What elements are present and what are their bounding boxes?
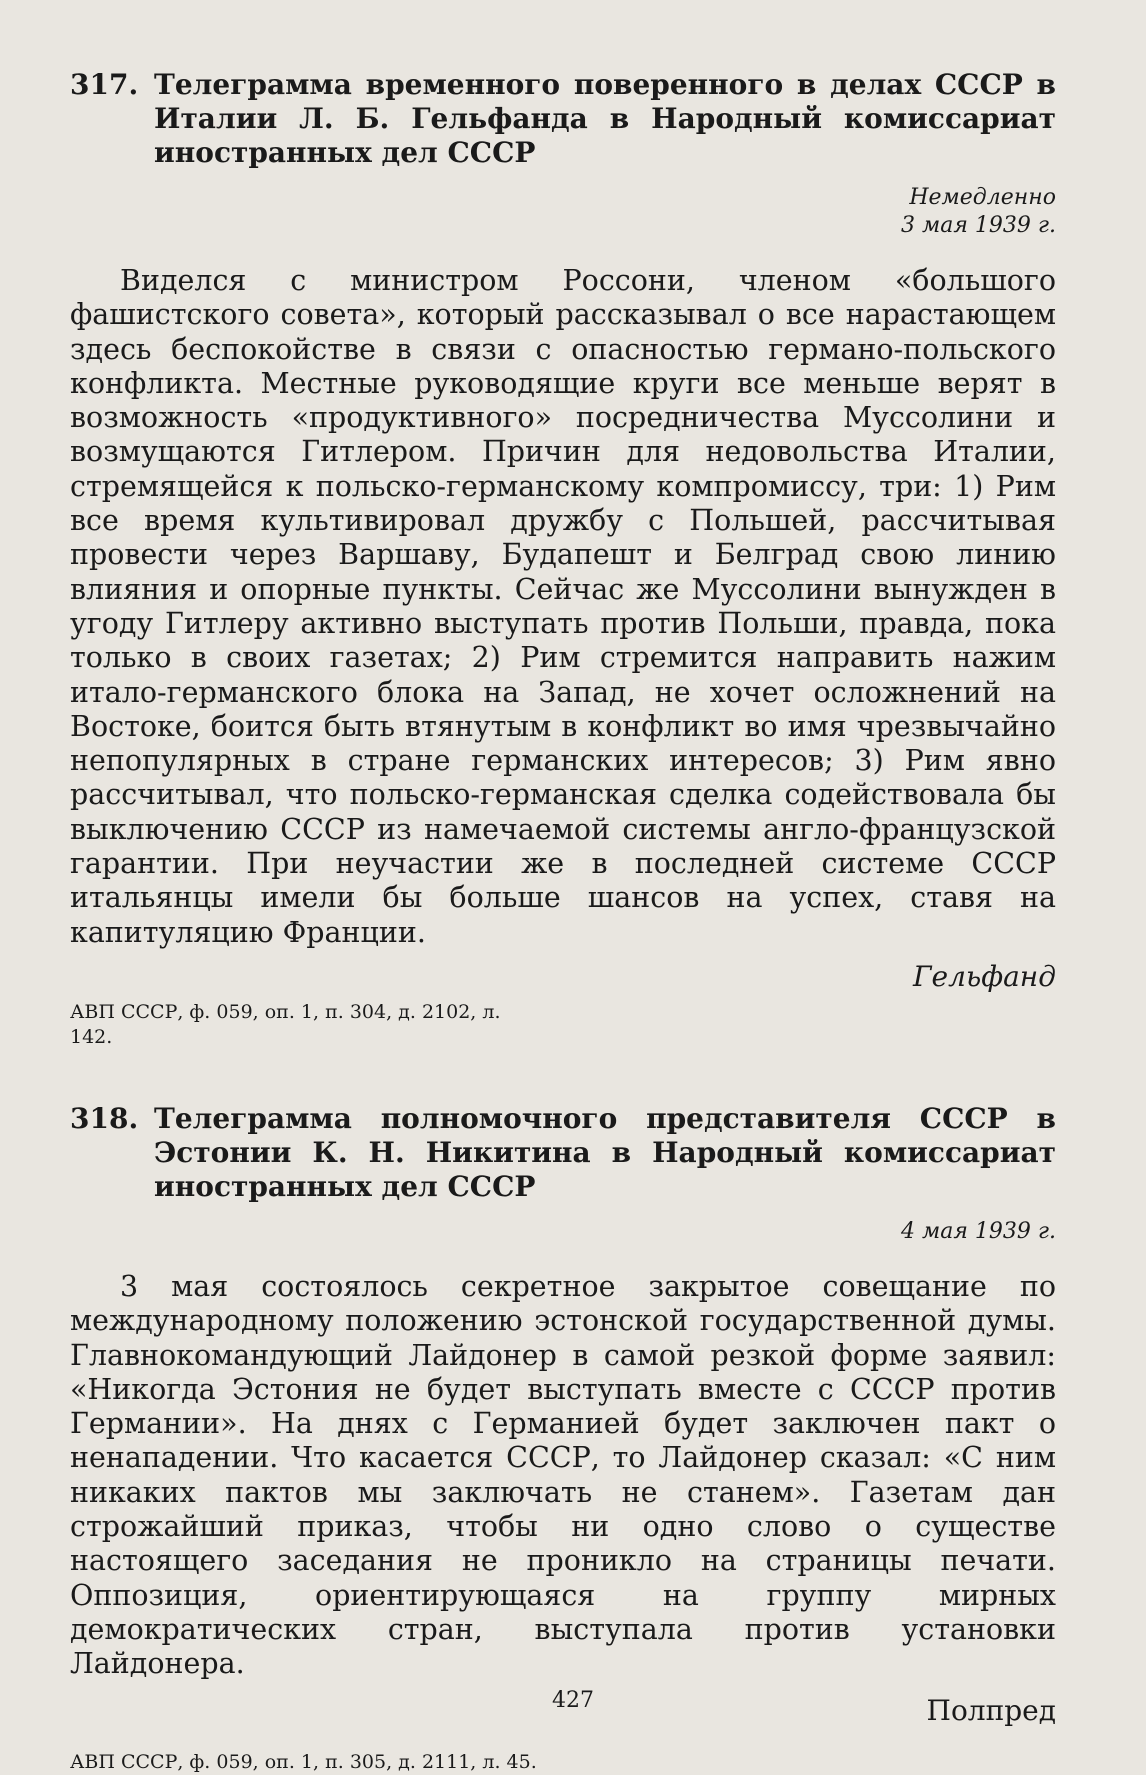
doc-317-heading — [70, 68, 1056, 170]
doc-317-body: Виделся с министром Россони, членом «большого фашистского совета», который рассказывал о все нарастающем здесь беспокойстве в связи с опасностью германо-польского конфликта. Местные руководящие круги все меньше верят в возможность «продуктивного» посредничества Муссолини и возмущаются Гитлером. Причин для недовольства Италии, стремящейся к польско-германскому компромиссу, три: 1) Рим все время культивировал дружбу с Польшей, рассчитывая провести через Варшаву, Будапешт и Белград свою линию влияния и опорные пункты. Сейчас же Муссолини вынужден в угоду Гитлеру активно выступать против Польши, правда, пока только в своих газетах; 2) Рим стремится направить нажим итало-германского блока на Запад, не хочет осложнений на Востоке, боится быть втянутым в конфликт во имя чрезвычайно непопулярных в стране германских интересов; 3) Рим явно рассчитывал, что польско-германская сделка содействовала бы выключению СССР из намечаемой системы англо-французской гарантии. При неучастии же в последней системе СССР итальянцы имели бы больше шансов на успех, ставя на капитуляцию Франции. — [70, 264, 1056, 949]
doc-317-signature: Гельфанд — [913, 959, 1056, 993]
doc-317-archive-ref: АВП СССР, ф. 059, оп. 1, п. 304, д. 2102, л. 142. — [70, 1000, 501, 1048]
doc-318-signature: Полпред — [926, 1693, 1056, 1727]
doc-318-archive-ref: АВП СССР, ф. 059, оп. 1, п. 305, д. 2111, л. 45. — [70, 1750, 537, 1773]
doc-318-title: Телеграмма полномочного представителя СССР в Эстонии К. Н. Никитина в Народный комиссариат иностранных дел СССР — [154, 1101, 1056, 1203]
doc-317-number: 317. — [70, 68, 139, 101]
doc-317-date: 3 мая 1939 г. — [901, 213, 1056, 238]
doc-317-title: Телеграмма временного поверенного в делах СССР в Италии Л. Б. Гельфанда в Народный комиссариат иностранных дел СССР — [154, 68, 1056, 169]
doc-318-heading — [70, 1102, 1056, 1204]
document-318 — [70, 1102, 1056, 1775]
document-317 — [70, 68, 1056, 1050]
doc-318-date: 4 мая 1939 г. — [901, 1218, 1056, 1244]
doc-318-body: 3 мая состоялось секретное закрытое совещание по международному положению эстонской государственной думы. Главнокомандующий Лайдонер в самой резкой форме заявил: «Никогда Эстония не будет выступать вместе с СССР против Германии». На днях с Германией будет заключен пакт о ненападении. Что касается СССР, то Лайдонер сказал: «С ним никаких пактов мы заключать не станем». Газетам дан строжайший приказ, чтобы ни одно слово о существе настоящего заседания не проникло на страницы печати. Оппозиция, ориентирующаяся на группу мирных демократических стран, выступала против установки Лайдонера. — [70, 1269, 1056, 1681]
section-spacer — [70, 1050, 1056, 1102]
doc-317-urgency: Немедленно — [909, 185, 1056, 210]
doc-318-number: 318. — [70, 1101, 139, 1135]
page-number: 427 — [552, 1688, 594, 1713]
